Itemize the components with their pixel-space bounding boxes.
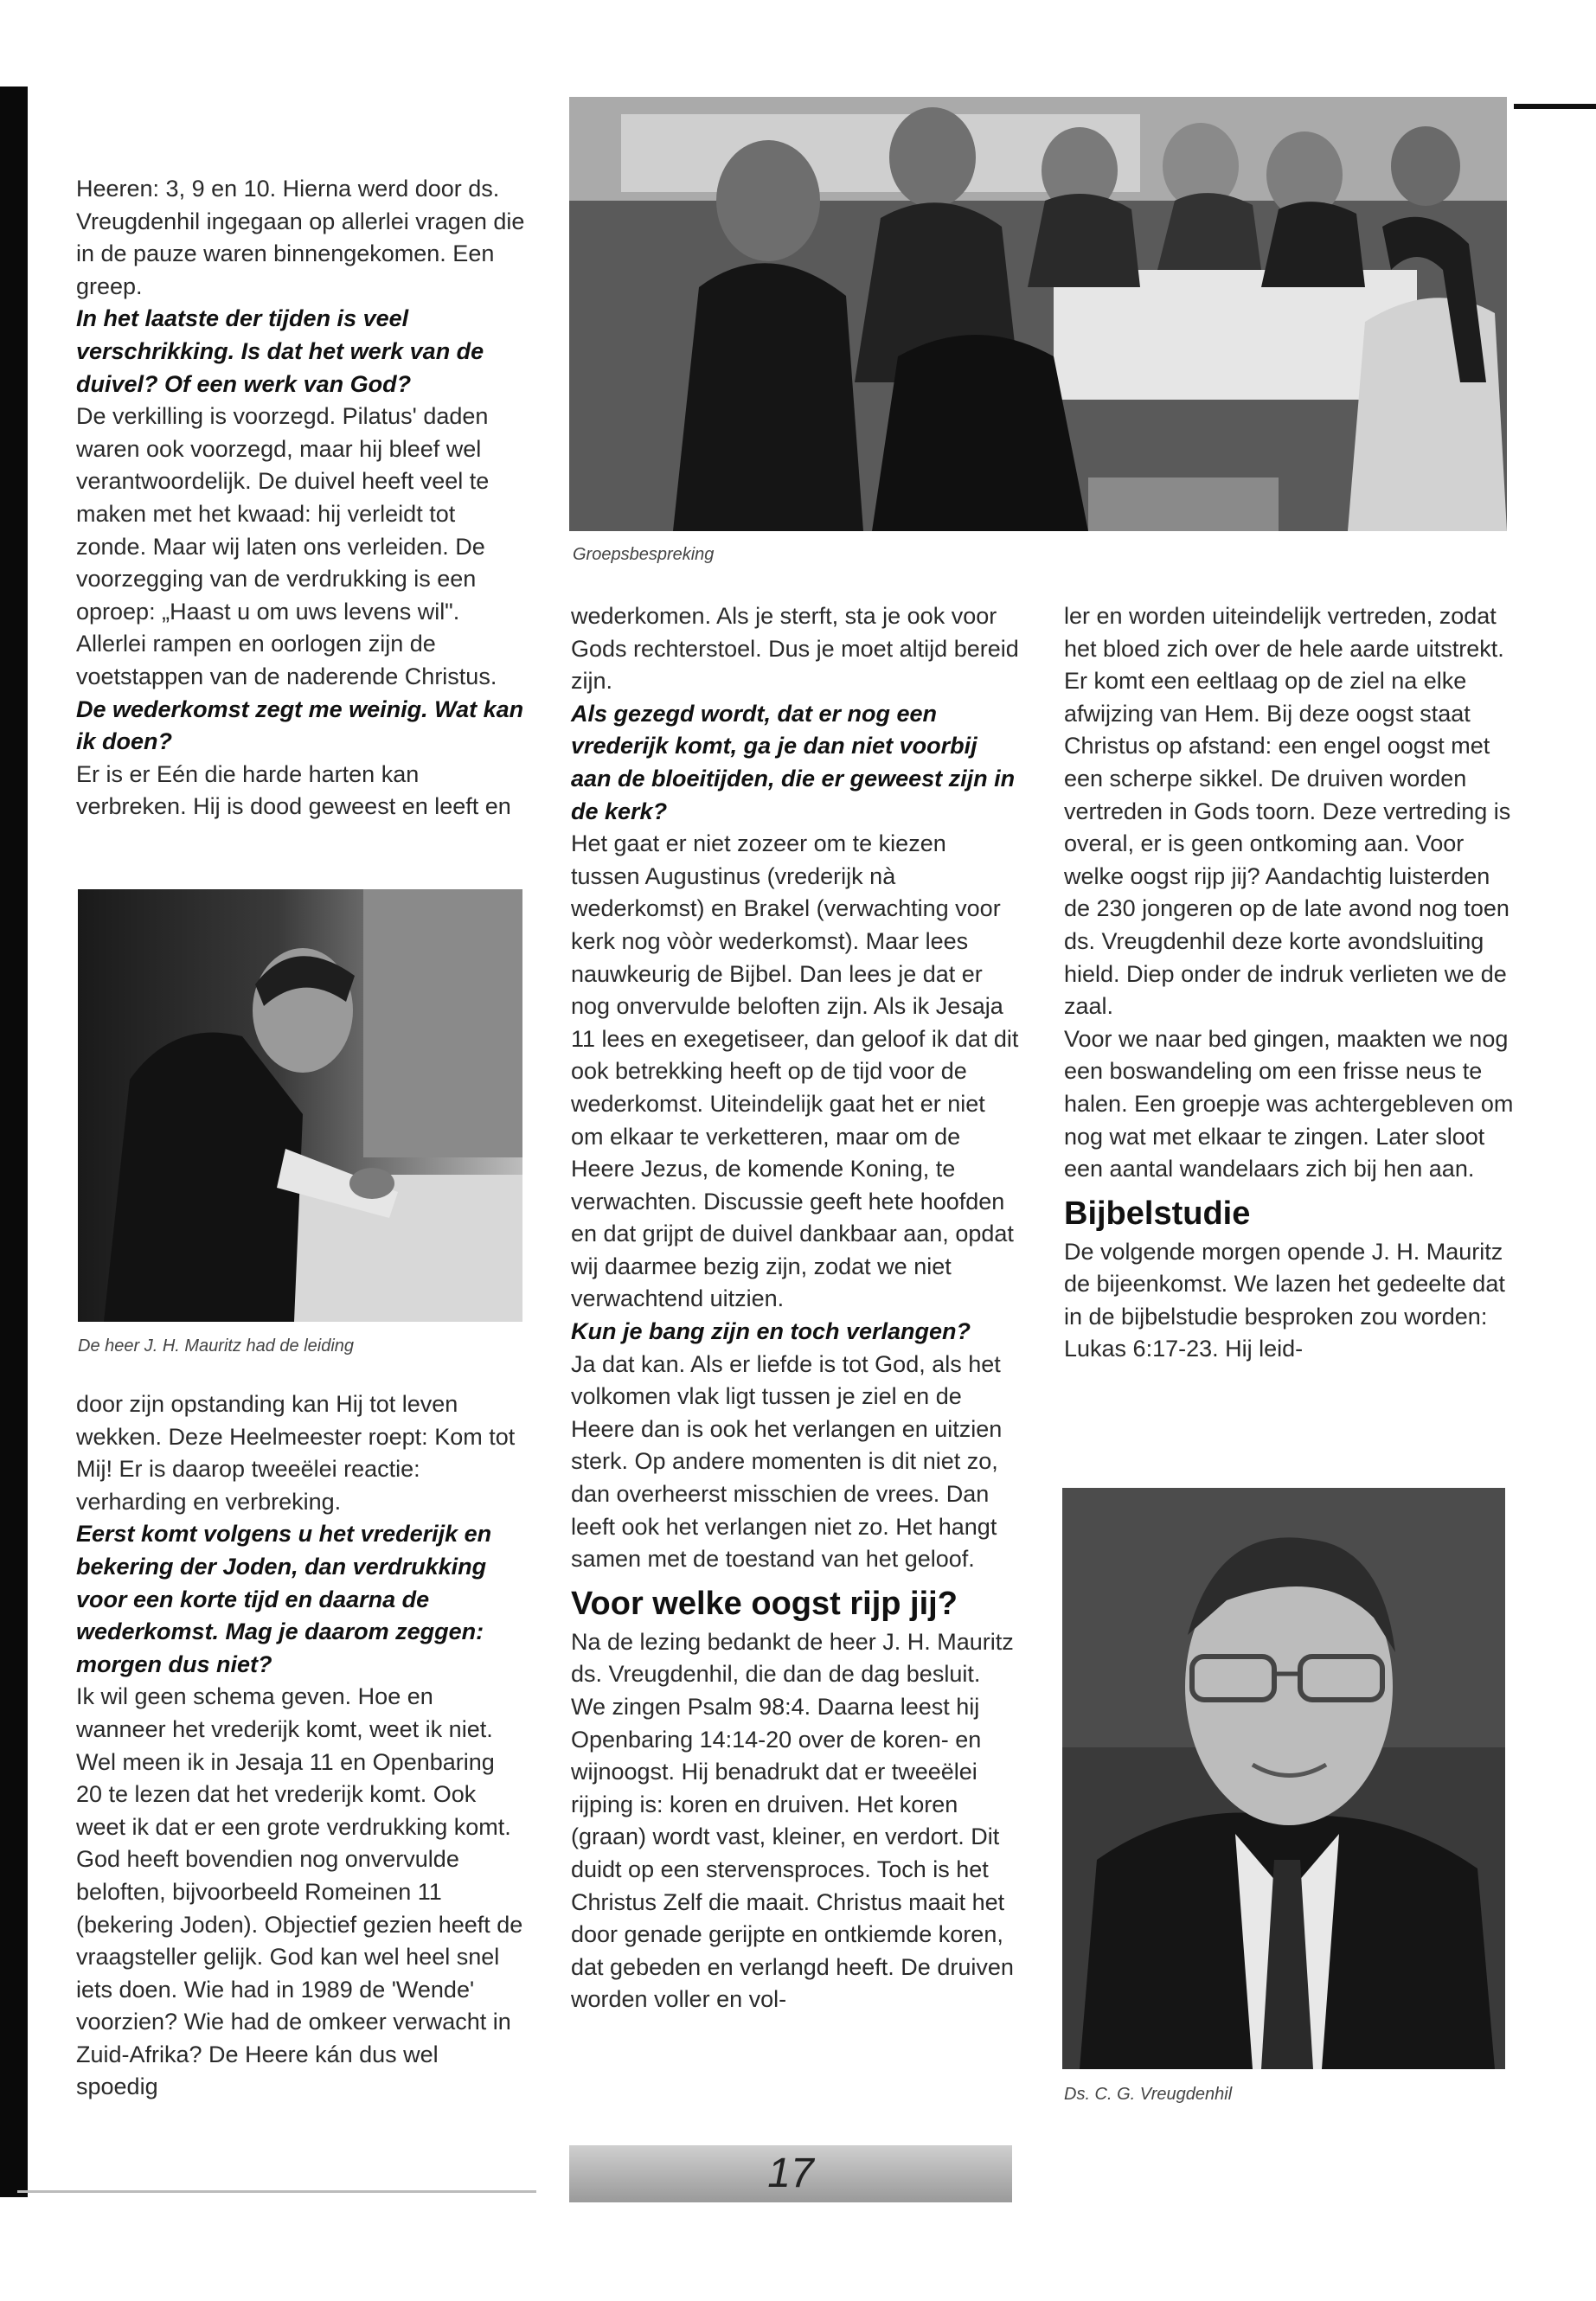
page-number-bar <box>569 2145 1012 2202</box>
section-heading: Voor welke oogst rijp jij? <box>571 1585 958 1622</box>
paragraph: Na de lezing bedankt de heer J. H. Mauritz ds. Vreugdenhil, die dan de dag besluit. We zingen Psalm 98:4. Daarna leest hij Openbaring 14:14-20 over de koren- en wijnoogst. Hij benadrukt dat er tweeëlei rijping is: koren en druiven. Het koren (graan) wordt vast, kleiner, en verdort. Dit duidt op een stervensproces. Toch is het Christus Zelf die maait. Christus maait het door genade gerijpte en ontkiemde koren, dat gebeden en verlangd heeft. De druiven worden voller en vol- <box>571 1628 1014 2013</box>
paragraph: door zijn opstanding kan Hij tot leven wekken. Deze Heelmeester roept: Kom tot Mij! Er is daarop tweeëlei reactie: verharding en verbreking. <box>76 1391 516 1515</box>
paragraph: Er is er Eén die harde harten kan verbreken. Hij is dood geweest en leeft en <box>76 760 511 820</box>
caption-group-discussion: Groepsbespreking <box>573 545 715 564</box>
column-1-top <box>76 173 526 824</box>
question-text: Kun je bang zijn en toch verlangen? <box>571 1318 971 1345</box>
page-left-edge <box>0 87 28 2197</box>
column-3 <box>1064 600 1514 1366</box>
page-bottom-edge <box>17 2190 536 2193</box>
paragraph: Voor we naar bed gingen, maakten we nog een boswandeling om een frisse neus te halen. Een groepje was achtergebleven om nog wat met elkaar te zingen. Later sloot een aantal wandelaars zich bij hen aan. <box>1064 1025 1514 1183</box>
paragraph: De volgende morgen opende J. H. Mauritz de bijeenkomst. We lazen het gedeelte dat in de bijbelstudie besproken zou worden: Lukas 6:17-23. Hij leid- <box>1064 1238 1505 1362</box>
page-top-edge <box>1514 104 1596 109</box>
paragraph: Heeren: 3, 9 en 10. Hierna werd door ds. Vreugdenhil ingegaan op allerlei vragen die in de pauze waren binnengekomen. Een greep. <box>76 176 525 299</box>
photo-mauritz <box>78 889 522 1322</box>
photo-group-discussion <box>569 97 1507 531</box>
section-heading: Bijbelstudie <box>1064 1195 1251 1232</box>
page-number: 17 <box>767 2150 814 2196</box>
question-text: In het laatste der tijden is veel verschrikking. Is dat het werk van de duivel? Of een werk van God? <box>76 305 484 397</box>
paragraph: De verkilling is voorzegd. Pilatus' daden waren ook voorzegd, maar hij bleef wel verantwoordelijk. De duivel heeft veel te maken met het kwaad: hij verleidt tot zonde. Maar wij laten ons verleiden. De voorzegging van de verdrukking is een oproep: „Haast u om uws levens wil". Allerlei rampen en oorlogen zijn de voetstappen van de naderende Christus. <box>76 403 497 689</box>
paragraph: Het gaat er niet zozeer om te kiezen tussen Augustinus (vrederijk nà wederkomst) en Brakel (verwachting voor kerk nog vòòr wederkomst). Maar lees nauwkeurig de Bijbel. Dan lees je dat er nog onvervulde beloften zijn. Als ik Jesaja 11 lees en exegetiseer, dan geloof ik dat dit ook betrekking heeft op de tijd voor de wederkomst. Uiteindelijk gaat het er niet om elkaar te verketteren, maar om de Heere Jezus, de komende Koning, te verwachten. Discussie geeft hete hoofden en dat grijpt de duivel dankbaar aan, opdat wij daarmee bezig zijn, zodat we niet verwachtend uitzien. <box>571 830 1019 1312</box>
caption-mauritz: De heer J. H. Mauritz had de leiding <box>78 1336 355 1356</box>
paragraph: ler en worden uiteindelijk vertreden, zodat het bloed zich over de hele aarde uitstrekt. Er komt een eeltlaag op de ziel na elke afwijzing van Hem. Bij deze oogst staat Christus op afstand: een engel oogst met een scherpe sikkel. De druiven worden vertreden in Gods toorn. Deze vertreding is overal, er is geen ontkoming aan. Voor welke oogst rijp jij? Aandachtig luisterden de 230 jongeren op de late avond nog toen ds. Vreugdenhil deze korte avondsluiting hield. Diep onder de indruk verlieten we de zaal. <box>1064 603 1511 1020</box>
paragraph: Ik wil geen schema geven. Hoe en wanneer het vrederijk komt, weet ik niet. Wel meen ik in Jesaja 11 en Openbaring 20 te lezen dat het vrederijk komt. Ook weet ik dat er een grote verdrukking komt. God heeft bovendien nog onvervulde beloften, bijvoorbeeld Romeinen 11 (bekering Joden). Objectief gezien heeft de vraagsteller gelijk. God kan wel heel snel iets doen. Wie had in 1989 de 'Wende' voorzien? Wie had de omkeer verwacht in Zuid-Afrika? De Heere kán dus wel spoedig <box>76 1683 523 2100</box>
caption-vreugdenhil: Ds. C. G. Vreugdenhil <box>1064 2085 1233 2104</box>
paragraph: Ja dat kan. Als er liefde is tot God, als het volkomen vlak ligt tussen je ziel en de Heere dan is ook het verlangen en uitzien sterk. Op andere momenten is dit niet zo, dan overheerst misschien de vrees. Dan leeft ook het verlangen niet zo. Het hangt samen met de toestand van het geloof. <box>571 1350 1003 1573</box>
question-text: Eerst komt volgens u het vrederijk en bekering der Joden, dan verdrukking voor een korte tijd en daarna de wederkomst. Mag je daarom zeggen: morgen dus niet? <box>76 1521 492 1677</box>
column-2 <box>571 600 1021 2016</box>
paragraph: wederkomen. Als je sterft, sta je ook voor Gods rechterstoel. Dus je moet altijd bereid zijn. <box>571 603 1019 695</box>
photo-vreugdenhil <box>1062 1488 1505 2069</box>
question-text: Als gezegd wordt, dat er nog een vrederijk komt, ga je dan niet voorbij aan de bloeitijden, die er geweest zijn in de kerk? <box>571 700 1016 824</box>
question-text: De wederkomst zegt me weinig. Wat kan ik doen? <box>76 695 524 755</box>
column-1-bottom <box>76 1388 526 2104</box>
